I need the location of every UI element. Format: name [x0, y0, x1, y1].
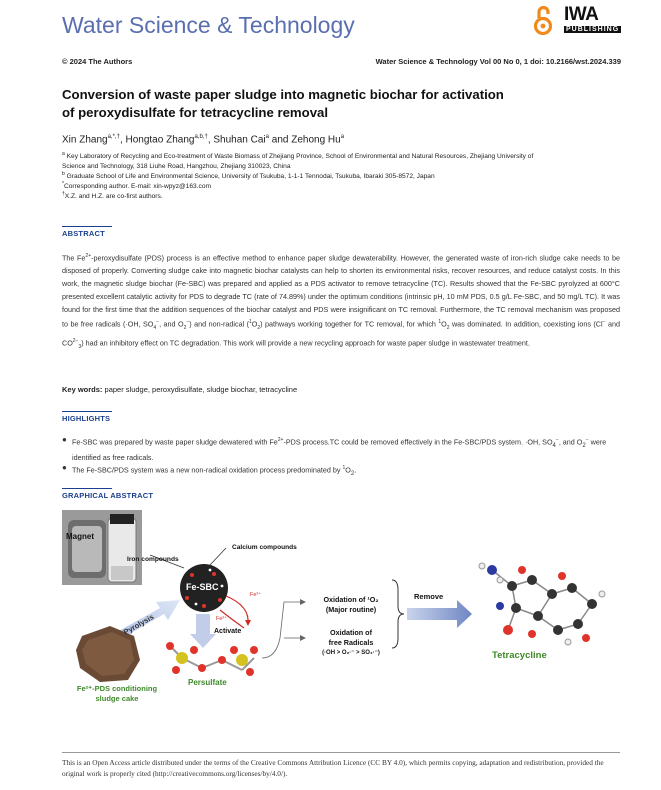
oxid-line: free Radicals: [328, 638, 374, 647]
license-text: This is an Open Access article distributed under the terms of the Creative Commons Attribution Licence (CC BY 4.0), which permits copying, adaptation and redistribution, provided the original work is properly cited: [62, 758, 604, 778]
abstract-sup: −: [602, 319, 606, 326]
abstract-sub: 3: [78, 344, 82, 351]
highlights-heading: HIGHLIGHTS: [62, 414, 111, 423]
highlight-segment: .: [354, 465, 357, 475]
journal-name: Water Science & Technology: [62, 12, 355, 38]
affil-text: Key Laboratory of Recycling and Eco-treatment of Waste Biomass of Zhejiang Province, School of Environmental and Natural Resources, Zhejiang University of: [66, 153, 534, 161]
license-notice: [62, 757, 620, 779]
abstract-sup: 2+: [85, 253, 92, 259]
abstract-sub: 2: [257, 325, 261, 332]
author-name[interactable]: Zehong Hu: [291, 134, 341, 146]
abstract-sup: −: [186, 319, 190, 326]
affil-mark: b: [62, 171, 65, 177]
oxidation-singlet-label: [310, 595, 392, 615]
highlight-segment: Fe-SBC was prepared by waste paper sludge dewatered with Fe: [72, 437, 278, 447]
copyright: © 2024 The Authors: [62, 57, 133, 66]
abstract-segment: ) and non-radical (: [189, 319, 250, 329]
citation: Water Science & Technology Vol 00 No 0, 1 doi: 10.2166/wst.2024.339: [375, 57, 621, 66]
abstract-segment: -peroxydisulfate (PDS) process is an effective method to enhance paper sludge dewaterability. However, the generated waste of iron-rich sludge cake needs to be disposed of properly. Converting sludge cake into magnetic biochar catalysts can help to shorten its environmental risks, recover resources, and reduce catalyst costs. In this work, the magnetic sludge biochar (Fe-SBC) was prepared and applied as a PDS activator to remove tetracycline (TC). Results showed that the Fe-SBC pyrolyzed at 600°C presented excellent catalytic activity for PDS to degrade TC (rate of 74.89%) under the optimum conditions (intrinsic pH, 10 mM PDS, 0.5 g/L Fe-SBC, and 50 mg/L TC). It was found for the first time that the addition sequences of the biochar catalyst and PDS were insignificant on TC removal. Furthermore, the TC removal mechanism was proposed to be free radicals (·OH, SO: [62, 253, 620, 329]
fe2-label: Fe²⁺: [216, 616, 228, 622]
author-separator: ,: [119, 134, 126, 146]
author-affil-mark: a,b,†: [194, 134, 208, 140]
abstract-segment: O: [251, 319, 258, 329]
oxid-line: Oxidation of ¹O₂: [323, 595, 379, 604]
affil-text: X.Z. and H.Z. are co-first authors.: [64, 193, 163, 201]
license-link[interactable]: (http://creativecommons.org/licenses/by/4.0/): [152, 769, 286, 778]
license-text-end: .: [285, 769, 288, 778]
abstract-sub: 4: [153, 325, 157, 332]
remove-label: Remove: [414, 592, 444, 601]
highlight-segment: The Fe-SBC/PDS system was a new non-radical oxidation process predominated by: [72, 465, 343, 475]
author-name[interactable]: Hongtao Zhang: [125, 134, 195, 146]
keywords-list: paper sludge, peroxydisulfate, sludge biochar, tetracycline: [102, 385, 298, 394]
affiliation-a: [62, 150, 622, 171]
highlight-segment: -PDS process.TC could be removed effectively in the Fe-SBC/PDS system. ·OH, SO: [283, 437, 553, 447]
abstract-sup: 1: [438, 319, 442, 326]
co-first-note: [62, 190, 622, 202]
fe3-label: Fe³⁺: [250, 592, 262, 598]
abstract-sub: 2: [446, 325, 450, 332]
section-rule: [62, 411, 112, 412]
abstract-sup: −: [156, 319, 160, 326]
abstract-segment: and CO: [62, 319, 620, 348]
title-line-1: Conversion of waste paper sludge into magnetic biochar for activation: [62, 87, 504, 102]
abstract-segment: O: [441, 319, 447, 329]
sludge-line: sludge cake: [95, 694, 139, 703]
oxidation-radicals-label: [304, 628, 398, 658]
keywords: [62, 385, 297, 394]
author-name[interactable]: Shuhan Cai: [213, 134, 266, 146]
activate-label: Activate: [214, 628, 242, 635]
affil-mark: †: [62, 191, 65, 197]
bullet-icon: ●: [62, 463, 67, 472]
highlight-sub: 4: [552, 442, 556, 449]
abstract-text: [62, 250, 620, 354]
abstract-segment: was dominated. In addition, coexisting ions (Cl: [449, 319, 603, 329]
highlight-sup: −: [585, 437, 589, 443]
iwa-publishing-logo: [534, 2, 624, 40]
persulfate-label: Persulfate: [188, 678, 227, 687]
sludge-line: Fe²⁺-PDS conditioning: [76, 684, 158, 693]
highlight-item: [62, 462, 620, 480]
author-affil-mark: a: [340, 134, 345, 140]
keywords-label: Key words:: [62, 385, 103, 394]
magnet-label: Magnet: [66, 532, 94, 541]
abstract-sup: 1: [249, 319, 252, 326]
iron-compounds-label: Iron compounds: [127, 556, 179, 563]
highlight-segment: , and O: [558, 437, 583, 447]
sludge-cake-label: [62, 684, 172, 704]
abstract-segment: The Fe: [62, 253, 86, 263]
highlight-sup: 1: [342, 465, 346, 471]
tetracycline-label: Tetracycline: [492, 650, 547, 661]
highlight-segment: O: [345, 465, 351, 475]
abstract-segment: ) pathways working together for TC removal, for which: [260, 319, 439, 329]
article-title: [62, 86, 582, 122]
oxid-line: Oxidation of: [330, 628, 372, 637]
calcium-compounds-label: Calcium compounds: [232, 544, 297, 551]
affil-mark: *: [62, 181, 64, 187]
fe-sbc-label: Fe-SBC: [186, 582, 219, 592]
section-rule: [62, 226, 112, 227]
bullet-icon: ●: [62, 435, 67, 444]
highlight-sub: 2: [350, 470, 355, 477]
abstract-sub: 2: [183, 325, 187, 332]
author-name[interactable]: Xin Zhang: [62, 134, 108, 146]
graphical-abstract-heading: GRAPHICAL ABSTRACT: [62, 491, 154, 500]
highlight-sub: 2: [582, 442, 586, 449]
abstract-segment: , and O: [159, 319, 184, 329]
author-list: [62, 134, 344, 145]
highlight-sup: −: [555, 437, 559, 443]
oxid-line: (·OH > O₂·⁻ > SO₄·⁻): [322, 650, 380, 656]
title-line-2: of peroxydisulfate for tetracycline removal: [62, 105, 329, 120]
oxid-line: (Major routine): [325, 605, 377, 614]
section-rule: [62, 488, 112, 489]
graphical-abstract-figure: [62, 510, 620, 710]
affil-mark: a: [62, 151, 65, 157]
logo-publishing-text: PUBLISHING: [566, 26, 620, 33]
affil-text[interactable]: Corresponding author. E-mail: xin-wpyz@163.com: [63, 183, 212, 191]
author-separator: ,: [207, 134, 214, 146]
affil-text: Science and Technology, 318 Liuhe Road, Hangzhou, Zhejiang 310023, China: [62, 162, 291, 170]
abstract-sup: 2−: [72, 338, 79, 345]
pyrolysis-label: Pyrolysis: [121, 612, 156, 637]
footer-rule: [62, 752, 620, 753]
abstract-heading: ABSTRACT: [62, 229, 105, 238]
abstract-segment: ) had an inhibitory effect on TC degradation. This work will provide a new recycling approach for waste paper sludge in wastewater treatment.: [81, 338, 530, 348]
affil-text: Graduate School of Life and Environmental Science, University of Tsukuba, 1-1-1 Tennodai, Tsukuba, Ibaraki 305-8572, Japan: [66, 173, 435, 181]
author-affil-mark: a,*,†: [107, 134, 120, 140]
author-affil-mark: a: [265, 134, 269, 140]
logo-iwa-text: IWA: [564, 4, 599, 25]
author-separator: and: [268, 134, 292, 146]
highlight-item: [62, 434, 620, 465]
highlight-sup: 2+: [277, 437, 284, 443]
highlight-segment: were identified as free radicals.: [72, 437, 607, 463]
